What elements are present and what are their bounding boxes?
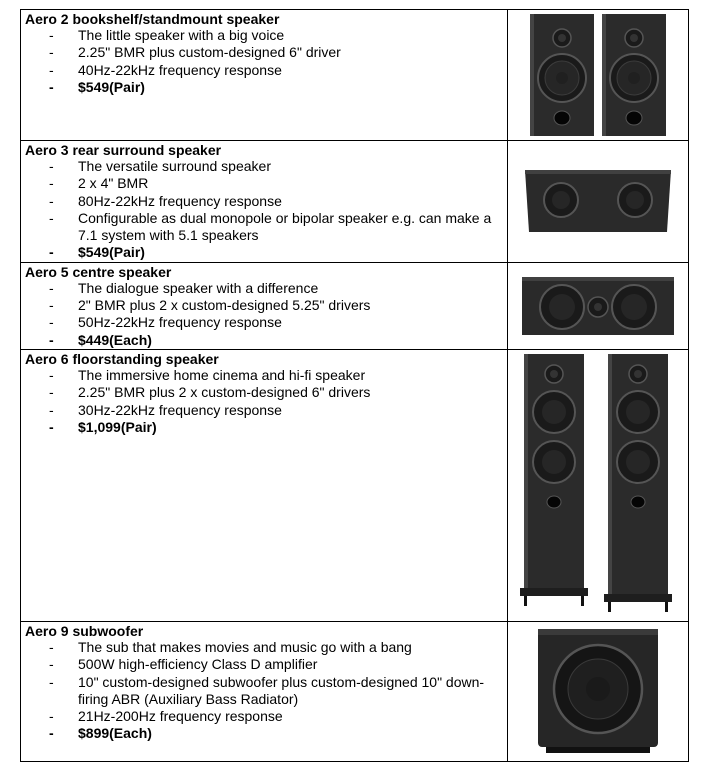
feature-text: 2.25" BMR plus 2 x custom-designed 6" drivers: [78, 384, 371, 401]
product-description-cell: [21, 621, 508, 761]
feature-text: Configurable as dual monopole or bipolar speaker e.g. can make a 7.1 system with 5.1 speakers: [78, 209, 492, 244]
bullet-dash: -: [49, 314, 54, 331]
product-row-aero-3: [21, 141, 689, 263]
bullet-dash: -: [49, 279, 54, 296]
feature-text: 30Hz-22kHz frequency response: [78, 401, 282, 418]
product-image-cell: [508, 349, 689, 621]
feature-item: [25, 402, 503, 419]
price-item: [25, 725, 503, 742]
feature-item: [25, 674, 503, 709]
bullet-dash: -: [49, 158, 54, 174]
feature-list: [25, 158, 503, 262]
feature-item: [25, 62, 503, 79]
price-item: [25, 419, 503, 436]
feature-text: The immersive home cinema and hi-fi speaker: [78, 366, 366, 383]
bullet-dash: -: [49, 638, 54, 655]
product-spec-table: [20, 9, 689, 762]
feature-list: [25, 280, 503, 349]
product-row-aero-9: [21, 621, 689, 761]
product-row-aero-5: [21, 262, 689, 349]
product-image-cell: [508, 262, 689, 349]
subwoofer-image: [532, 625, 664, 757]
bullet-dash: -: [49, 384, 54, 401]
bullet-dash: -: [49, 418, 54, 435]
centre-speaker-image: [520, 273, 676, 339]
feature-list: [25, 27, 503, 96]
product-image-cell: [508, 141, 689, 263]
product-title: Aero 2 bookshelf/standmount speaker: [25, 11, 280, 27]
price-text: $549(Pair): [78, 78, 145, 95]
feature-list: [25, 367, 503, 436]
feature-item: [25, 175, 503, 192]
feature-text: 10" custom-designed subwoofer plus custom-designed 10" down-firing ABR (Auxiliary Bass Radiator): [78, 673, 485, 707]
price-text: $1,099(Pair): [78, 418, 157, 435]
bookshelf-speaker-pair-image: [528, 12, 668, 138]
feature-item: [25, 27, 503, 44]
feature-text: 80Hz-22kHz frequency response: [78, 192, 282, 209]
product-row-aero-6: [21, 349, 689, 621]
bullet-dash: -: [49, 673, 54, 690]
price-item: [25, 79, 503, 96]
bullet-dash: -: [49, 366, 54, 383]
bullet-dash: -: [49, 27, 54, 43]
feature-item: [25, 314, 503, 331]
feature-text: The dialogue speaker with a difference: [78, 279, 319, 296]
bullet-dash: -: [49, 656, 54, 673]
feature-item: [25, 367, 503, 384]
bullet-dash: -: [49, 44, 54, 61]
bullet-dash: -: [49, 61, 54, 78]
price-text: $449(Each): [78, 331, 152, 348]
price-text: $899(Each): [78, 725, 152, 742]
bullet-dash: -: [49, 708, 54, 725]
product-title: Aero 5 centre speaker: [25, 263, 172, 280]
product-description-cell: [21, 262, 508, 349]
price-text: $549(Pair): [78, 244, 145, 261]
feature-text: 2" BMR plus 2 x custom-designed 5.25" drivers: [78, 297, 371, 314]
feature-item: [25, 639, 503, 656]
feature-item: [25, 708, 503, 725]
bullet-dash: -: [49, 78, 54, 95]
bullet-dash: -: [49, 244, 54, 261]
bullet-dash: -: [49, 725, 54, 742]
feature-text: 2.25" BMR plus custom-designed 6" driver: [78, 44, 341, 61]
feature-item: [25, 210, 503, 245]
bullet-dash: -: [49, 209, 54, 226]
bullet-dash: -: [49, 331, 54, 348]
price-item: [25, 244, 503, 261]
feature-item: [25, 158, 503, 175]
feature-item: [25, 656, 503, 673]
feature-text: 2 x 4" BMR: [78, 175, 149, 192]
product-title: Aero 3 rear surround speaker: [25, 142, 222, 158]
bullet-dash: -: [49, 297, 54, 314]
feature-list: [25, 639, 503, 743]
feature-item: [25, 280, 503, 297]
bullet-dash: -: [49, 192, 54, 209]
feature-text: The versatile surround speaker: [78, 158, 271, 174]
feature-text: 40Hz-22kHz frequency response: [78, 61, 282, 78]
feature-text: The sub that makes movies and music go with a bang: [78, 638, 412, 655]
product-description-cell: [21, 141, 508, 263]
feature-text: The little speaker with a big voice: [78, 27, 285, 43]
feature-item: [25, 193, 503, 210]
feature-text: 500W high-efficiency Class D amplifier: [78, 656, 318, 673]
product-description-cell: [21, 349, 508, 621]
surround-speaker-image: [523, 166, 673, 236]
product-description-cell: [21, 10, 508, 141]
bullet-dash: -: [49, 401, 54, 418]
product-image-cell: [508, 10, 689, 141]
feature-item: [25, 384, 503, 401]
price-item: [25, 332, 503, 349]
feature-text: 50Hz-22kHz frequency response: [78, 314, 282, 331]
feature-text: 21Hz-200Hz frequency response: [78, 708, 283, 725]
feature-item: [25, 44, 503, 61]
product-title: Aero 9 subwoofer: [25, 622, 144, 639]
feature-item: [25, 297, 503, 314]
product-image-cell: [508, 621, 689, 761]
bullet-dash: -: [49, 175, 54, 192]
floorstanding-speaker-pair-image: [520, 352, 676, 618]
product-title: Aero 6 floorstanding speaker: [25, 350, 219, 367]
product-row-aero-2: [21, 10, 689, 141]
